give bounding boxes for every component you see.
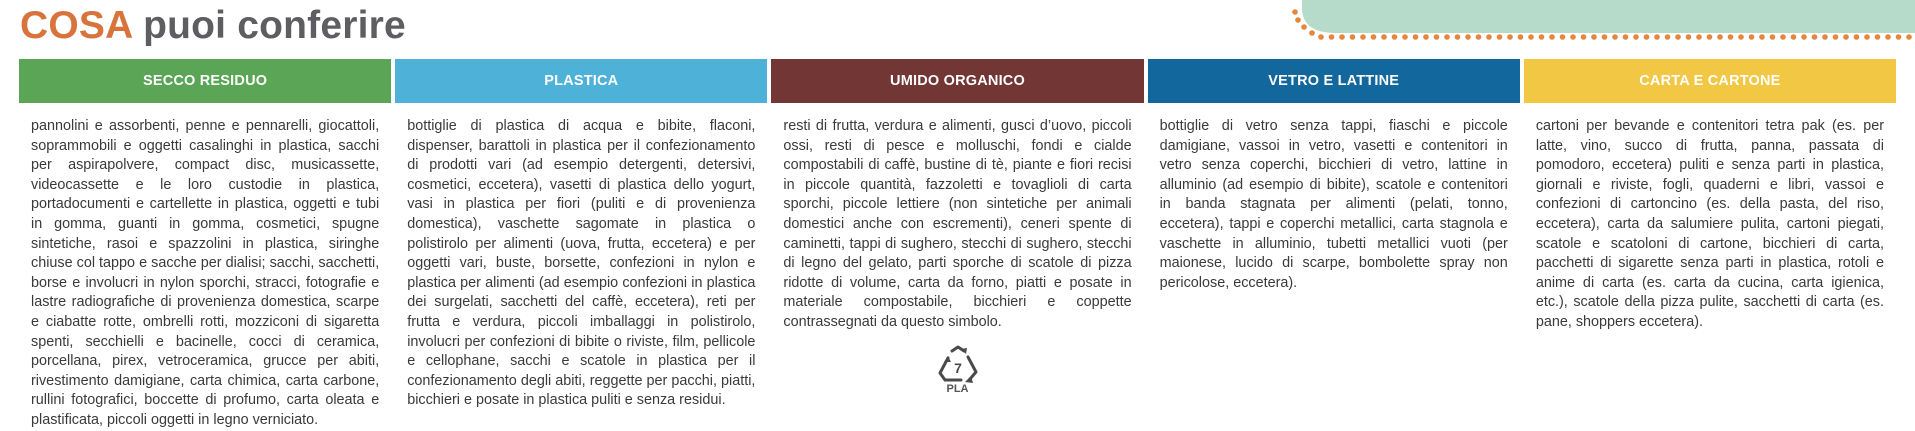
column-header-plastica: PLASTICA bbox=[395, 59, 767, 103]
decorative-dot bbox=[1444, 34, 1450, 40]
decorative-dot bbox=[1864, 34, 1870, 40]
column-umido-organico bbox=[771, 59, 1143, 431]
decorative-dot bbox=[1309, 30, 1315, 36]
column-header-carta-cartone: CARTA E CARTONE bbox=[1524, 59, 1896, 103]
decorative-dot bbox=[1665, 34, 1671, 40]
column-carta-cartone bbox=[1524, 59, 1896, 431]
column-header-secco-residuo: SECCO RESIDUO bbox=[19, 59, 391, 103]
decorative-dot bbox=[1295, 17, 1301, 23]
decorative-dot bbox=[1476, 34, 1482, 40]
decorative-dot bbox=[1528, 34, 1534, 40]
decorative-banner-shape bbox=[1302, 0, 1915, 33]
pla-symbol-number: 7 bbox=[953, 359, 962, 376]
waste-columns bbox=[19, 59, 1896, 431]
column-secco-residuo bbox=[19, 59, 391, 431]
decorative-dot bbox=[1423, 34, 1429, 40]
decorative-banner bbox=[1290, 0, 1915, 48]
decorative-dot bbox=[1770, 34, 1776, 40]
decorative-dot bbox=[1301, 24, 1307, 30]
column-text-vetro-lattine: bottiglie di vetro senza tappi, fiaschi e piccole damigiane, vassoi in vetro, vasetti e contenitori in vetro senza coperchi, bicchieri di vetro, lattine in alluminio (ad esempio di bibite), scatole e contenitori in banda stagnata per alimenti (pelati, tonno, eccetera), tappi e coperchi metallici, carta stagnola e vaschette in alluminio, tubetti metallici vuoti (per maionese, lucido di scarpe, bombolette spray non pericolose, eccetera). bbox=[1159, 118, 1508, 291]
decorative-dot bbox=[1507, 34, 1513, 40]
decorative-dot bbox=[1686, 34, 1692, 40]
decorative-dot bbox=[1591, 34, 1597, 40]
decorative-dot bbox=[1413, 34, 1419, 40]
decorative-dot bbox=[1360, 34, 1366, 40]
decorative-dot bbox=[1402, 34, 1408, 40]
page-title bbox=[20, 2, 406, 50]
column-text-carta-cartone: cartoni per bevande e contenitori tetra pak (es. per latte, vino, succo di frutta, panna, passata di pomodoro, eccetera) puliti e senza parti in plastica, giornali e riviste, fogli, quaderni e libri, vassoi e confezioni di cartoncino (es. della pasta, del riso, eccetera), carta da salumiere pulita, cartoni piegati, scatole e scatoloni di cartone, bicchieri di carta, pacchetti di sigarette senza parti in plastica, rotoli e anime di carta (es. carta da cucina, carta igienica, etc.), scatole della pizza pulite, sacchetti di carta (es. pane, shoppers eccetera). bbox=[1535, 118, 1885, 330]
decorative-dot bbox=[1843, 34, 1849, 40]
column-header-umido-organico: UMIDO ORGANICO bbox=[771, 59, 1143, 103]
decorative-dot bbox=[1371, 34, 1377, 40]
decorative-dot bbox=[1822, 34, 1828, 40]
decorative-dot bbox=[1749, 34, 1755, 40]
decorative-dot bbox=[1434, 34, 1440, 40]
decorative-dot bbox=[1728, 34, 1734, 40]
decorative-dot bbox=[1885, 34, 1891, 40]
pla-recycling-symbol bbox=[771, 345, 1143, 395]
decorative-dot bbox=[1350, 34, 1356, 40]
decorative-dot bbox=[1801, 34, 1807, 40]
decorative-dot bbox=[1675, 34, 1681, 40]
decorative-dot bbox=[1833, 34, 1839, 40]
decorative-dot bbox=[1654, 34, 1660, 40]
column-text-plastica: bottiglie di plastica di acqua e bibite, flaconi, dispenser, barattoli in plastica per il confezionamento di prodotti vari (ad esempio detergenti, detersivi, cosmetici, eccetera), vasetti di plastica dello yogurt, vasi in plastica per fiori (puliti e di provenienza domestica), vaschette sagomate in plastica o polistirolo per alimenti (uova, frutta, eccetera) e per oggetti vari, buste, borsette, confezioni in nylon e plastica per alimenti (ad esempio confezioni in plastica dei surgelati, sacchetti del caffè, eccetera), reti per frutta e verdura, piccoli imballaggi in polistirolo, involucri per confezioni di bibite o riviste, film, pellicole e cellophane, sacchi e scatole in plastica per il confezionamento degli abiti, reggette per pacchi, piatti, bicchieri e posate in plastica puliti e senza residui. bbox=[407, 118, 756, 409]
decorative-dot bbox=[1465, 34, 1471, 40]
decorative-dot bbox=[1381, 34, 1387, 40]
decorative-dot bbox=[1738, 34, 1744, 40]
decorative-dot bbox=[1854, 34, 1860, 40]
decorative-dot bbox=[1497, 34, 1503, 40]
column-header-vetro-lattine: VETRO E LATTINE bbox=[1148, 59, 1520, 103]
decorative-dot bbox=[1486, 34, 1492, 40]
decorative-dot bbox=[1633, 34, 1639, 40]
decorative-dot bbox=[1549, 34, 1555, 40]
decorative-dot bbox=[1339, 34, 1345, 40]
decorative-dot bbox=[1455, 34, 1461, 40]
decorative-dot bbox=[1570, 34, 1576, 40]
decorative-dot bbox=[1612, 34, 1618, 40]
decorative-dot bbox=[1717, 34, 1723, 40]
decorative-dot bbox=[1518, 34, 1524, 40]
title-rest: puoi conferire bbox=[132, 4, 406, 47]
column-text-secco-residuo: pannolini e assorbenti, penne e pennarelli, giocattoli, soprammobili e oggetti casalinghi in plastica, sacchi per aspirapolvere, compact disc, musicassette, videocassette e le loro custodie in plastica, portadocumenti e cartellette in plastica, oggetti e tubi in gomma, guanti in gomma, cosmetici, spugne sintetiche, rasoi e spazzolini in plastica, siringhe chiuse col tappo e sacche per dialisi; sacchi, sacchetti, borse e involucri in nylon sporchi, stracci, fotografie e lastre radiografiche di provenienza domestica, scarpe e ciabatte rotte, ombrelli rotti, mozziconi di sigaretta spenti, secchielli e bacinelle, cocci di ceramica, porcellana, pirex, vetroceramica, grucce per abiti, rivestimento damigiane, carta chimica, carta carbone, rullini fotografici, boccette di profumo, carta oleata e plastificata, piccoli oggetti in legno verniciato. bbox=[31, 118, 380, 428]
decorative-dot bbox=[1791, 34, 1797, 40]
column-text-umido-organico: resti di frutta, verdura e alimenti, gusci d’uovo, piccoli ossi, resti di pesce e molluschi, fondi e cialde compostabili di caffè, bustine di tè, piante e fiori recisi in piccole quantità, fazzoletti e tovaglioli di carta sporchi, piccole lettiere (non sintetiche per animali domestici anche con escrementi), ceneri spente di caminetti, tappi di sughero, stecchi di sughero, stecchi di legno del gelato, parti sporche di scatole di pizza ridotte di volume, carta da forno, piatti e posate in materiale compostabile, bicchieri e coppette contrassegnati da questo simbolo. bbox=[783, 118, 1132, 330]
column-vetro-lattine bbox=[1148, 59, 1520, 431]
decorative-dot bbox=[1780, 34, 1786, 40]
decorative-dot bbox=[1696, 34, 1702, 40]
decorative-dot bbox=[1329, 34, 1335, 40]
decorative-dot bbox=[1875, 34, 1881, 40]
decorative-dot bbox=[1896, 34, 1902, 40]
decorative-dot bbox=[1318, 34, 1324, 40]
column-plastica bbox=[395, 59, 767, 431]
decorative-dot bbox=[1759, 34, 1765, 40]
recycle-triangle-icon bbox=[935, 345, 981, 385]
decorative-dot bbox=[1812, 34, 1818, 40]
decorative-dot bbox=[1292, 9, 1298, 15]
decorative-dot bbox=[1581, 34, 1587, 40]
pla-symbol-label: PLA bbox=[946, 382, 969, 395]
decorative-dot bbox=[1707, 34, 1713, 40]
decorative-dot bbox=[1560, 34, 1566, 40]
decorative-dot bbox=[1392, 34, 1398, 40]
decorative-dot bbox=[1644, 34, 1650, 40]
decorative-dot bbox=[1623, 34, 1629, 40]
decorative-dot bbox=[1539, 34, 1545, 40]
title-accent: COSA bbox=[20, 4, 133, 47]
decorative-dot bbox=[1602, 34, 1608, 40]
decorative-dot bbox=[1906, 34, 1912, 40]
